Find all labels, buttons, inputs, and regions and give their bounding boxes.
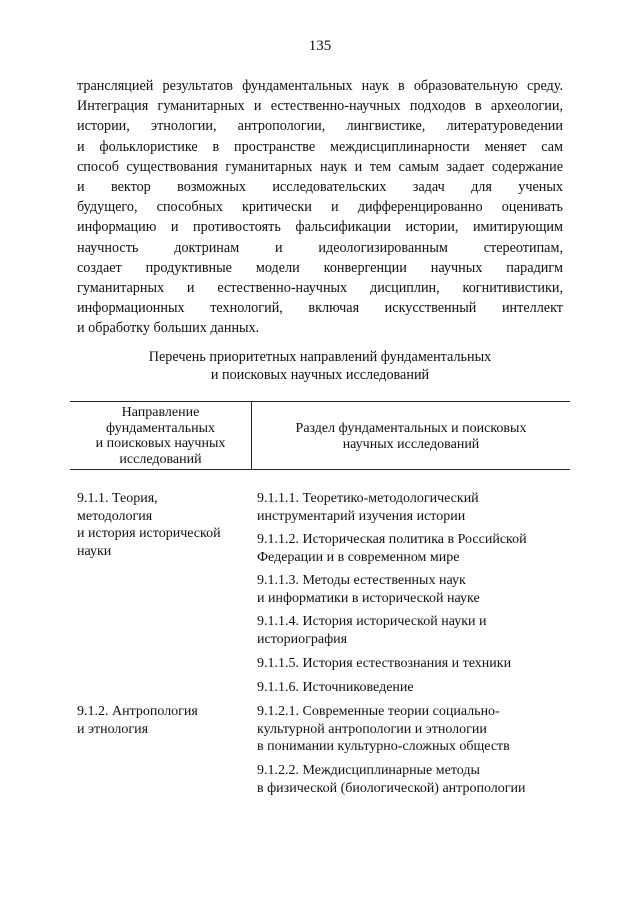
- header-line: исследований: [119, 451, 202, 467]
- header-line: фундаментальных: [105, 420, 215, 436]
- section-line: 9.1.1.1. Теоретико-методологический: [257, 491, 479, 506]
- section-line: и информатики в исторической науке: [257, 590, 480, 606]
- table-title-line: и поисковых научных исследований: [210, 367, 430, 383]
- table-header-bottom-rule: [70, 469, 570, 470]
- header-line: и поисковых научных: [95, 436, 226, 451]
- intro-line: информацию и противостоять фальсификации истории, имитирующим: [77, 219, 563, 236]
- direction-line: и этнология: [77, 721, 149, 737]
- section-entry: [257, 703, 567, 756]
- intro-line: истории, этнологии, антропологии, лингвистике, литературоведении: [77, 118, 563, 135]
- section-entry: [257, 655, 567, 673]
- direction-title: [77, 490, 247, 560]
- table-title: [0, 348, 640, 384]
- intro-line: и вектор возможных исследовательских задач для ученых: [77, 179, 563, 196]
- section-line: 9.1.2.2. Междисциплинарные методы: [257, 763, 480, 778]
- section-entry: [257, 531, 567, 566]
- intro-line: создает продуктивные модели конвергенции научных парадигм: [77, 259, 563, 276]
- direction-title: [77, 703, 247, 738]
- section-entry: [257, 762, 567, 797]
- header-line: научных исследований: [342, 437, 480, 452]
- section-line: Федерации и в современном мире: [257, 549, 460, 565]
- intro-line: и обработку больших данных.: [77, 320, 260, 337]
- table-title-line: Перечень приоритетных направлений фундаментальных: [148, 349, 492, 365]
- intro-line: гуманитарных и естественно-научных дисциплин, когнитивистики,: [77, 280, 563, 297]
- header-section: [252, 421, 570, 453]
- direction-line: 9.1.2. Антропология: [77, 704, 198, 719]
- intro-line: научность доктринам и идеологизированным стереотипам,: [77, 239, 563, 256]
- section-entry: [257, 572, 567, 607]
- page-number: 135: [308, 38, 332, 54]
- table-top-rule: [70, 401, 570, 402]
- section-entry: [257, 613, 567, 648]
- direction-line: 9.1.1. Теория,: [77, 491, 158, 506]
- section-entry: [257, 679, 567, 697]
- direction-line: и история исторической: [77, 526, 221, 541]
- intro-line: трансляцией результатов фундаментальных наук в образовательную среду.: [77, 78, 563, 94]
- direction-line: науки: [77, 543, 112, 559]
- intro-line: и фольклористике в пространстве междисциплинарности меняет сам: [77, 138, 563, 155]
- section-line: 9.1.1.4. История исторической науки и: [257, 614, 487, 629]
- intro-line: способ существования гуманитарных наук и тем самым задает содержание: [77, 158, 563, 175]
- section-entry: [257, 490, 567, 525]
- header-line: Раздел фундаментальных и поисковых: [295, 421, 527, 436]
- intro-line: Интеграция гуманитарных и естественно-научных подходов в археологии,: [77, 98, 563, 115]
- section-line: инструментарий изучения истории: [257, 508, 466, 524]
- header-direction: [70, 405, 251, 467]
- intro-line: будущего, способных критически и дифференцированно оценивать: [77, 199, 563, 216]
- intro-paragraph: [77, 76, 563, 339]
- section-line: 9.1.2.1. Современные теории социально-: [257, 704, 500, 719]
- intro-line: информационных технологий, включая искусственный интеллект: [77, 300, 563, 317]
- section-line: 9.1.1.2. Историческая политика в Российской: [257, 532, 527, 547]
- section-line: в физической (биологической) антропологии: [257, 780, 526, 796]
- section-line: 9.1.1.6. Источниковедение: [257, 680, 414, 695]
- section-line: историография: [257, 631, 348, 647]
- section-line: культурной антропологии и этнологии: [257, 721, 487, 737]
- section-line: в понимании культурно-сложных обществ: [257, 739, 510, 754]
- header-line: Направление: [121, 405, 200, 420]
- section-line: 9.1.1.5. История естествознания и техники: [257, 656, 512, 671]
- direction-line: методология: [77, 508, 153, 524]
- section-line: 9.1.1.3. Методы естественных наук: [257, 573, 466, 588]
